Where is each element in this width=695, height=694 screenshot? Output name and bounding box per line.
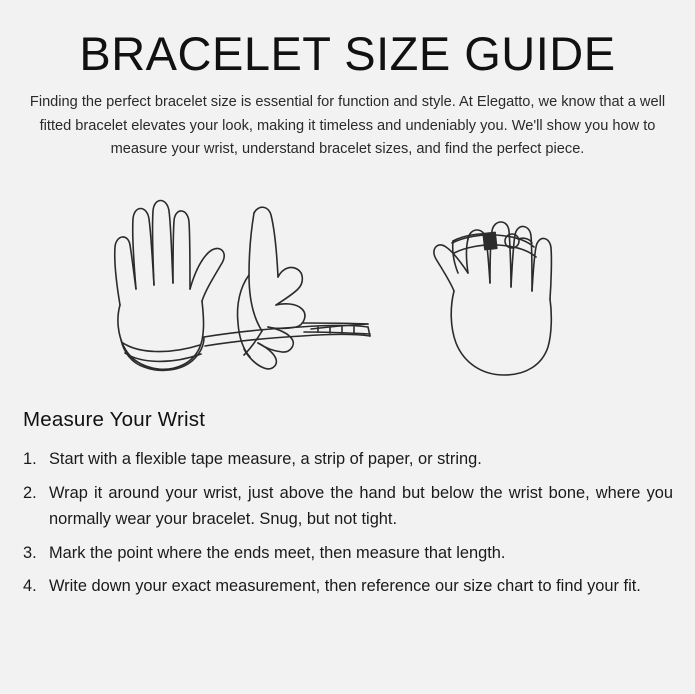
step-text: Wrap it around your wrist, just above the hand but below the wrist bone, where you normally wear your bracelet. Snug, but not tight. xyxy=(49,483,673,529)
tape-measure-icon xyxy=(121,324,370,370)
list-item xyxy=(23,446,673,473)
step-text: Start with a flexible tape measure, a strip of paper, or string. xyxy=(49,449,482,468)
step-text: Mark the point where the ends meet, then measure that length. xyxy=(49,543,506,562)
intro-paragraph: Finding the perfect bracelet size is essential for function and style. At Elegatto, we know that a well fitted bracelet elevates your look, making it timeless and undeniably you. We'll show you how to measure your wrist, understand bracelet sizes, and find the perfect piece. xyxy=(29,94,666,158)
hand-wearing-bracelet-icon xyxy=(433,222,551,375)
left-hand-icon xyxy=(114,200,223,369)
list-item xyxy=(23,540,673,567)
list-item xyxy=(23,573,673,600)
step-number: 2. xyxy=(23,483,37,502)
step-number: 3. xyxy=(23,543,37,562)
page-title: BRACELET SIZE GUIDE xyxy=(79,27,616,80)
hands-measuring-illustration xyxy=(20,176,675,398)
list-item xyxy=(23,480,673,533)
measure-steps-list xyxy=(20,446,675,600)
step-text: Write down your exact measurement, then reference our size chart to find your fit. xyxy=(49,577,641,596)
step-number: 1. xyxy=(23,449,37,468)
step-number: 4. xyxy=(23,577,37,596)
right-hand-holding-tape-icon xyxy=(237,207,370,369)
section-heading-measure-your-wrist: Measure Your Wrist xyxy=(23,407,206,431)
